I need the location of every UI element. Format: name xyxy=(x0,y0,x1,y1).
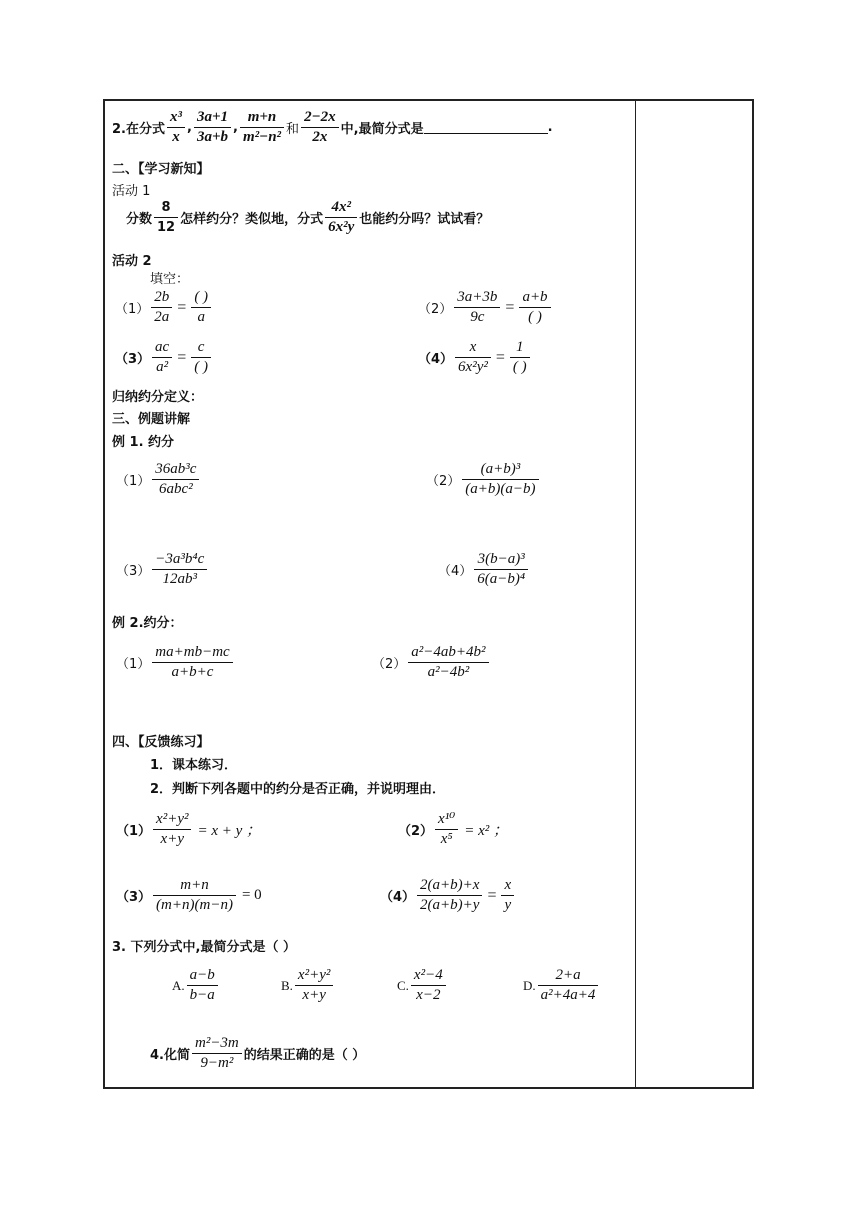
question-3: 3. 下列分式中,最简分式是（ ） xyxy=(112,940,296,955)
option-c: C. $\frac{\text{x²−4}}{x-2}$ xyxy=(397,966,448,1005)
judge-item-2: （2） $\frac{\text{x¹⁰}}{\text{x⁵}}$ = x² ； xyxy=(398,811,508,847)
example-2-problem-1: （1） $\frac{ma+mb-mc}{a+b+c}$ xyxy=(116,643,235,682)
activity-2-item-3: （3） $\frac{ac}{\text{a²}}$ = $\frac{c}{( )}$ xyxy=(115,338,213,377)
q2-prefix: 2.在分式 xyxy=(112,122,165,137)
activity-2-title: 活动 2 xyxy=(112,254,152,269)
section-3-title: 三、例题讲解 xyxy=(112,412,191,427)
example-1-title: 例 1. 约分 xyxy=(112,435,175,450)
activity-1-text: 分数 $\frac{8}{12}$ 怎样约分？类似地，分式 $\frac{\text{4x²}}{\text{6x²y}}$ 也能约分吗？试试看？ xyxy=(126,199,490,235)
q2-fraction-4: $\frac{2-2x}{2x}$ xyxy=(301,108,339,147)
answer-blank xyxy=(424,121,548,134)
column-divider xyxy=(635,101,636,1087)
option-d: D. $\frac{2+a}{\text{a²+4a+4}}$ xyxy=(523,966,600,1005)
activity-2-item-1: （1） $\frac{2b}{2a}$ = $\frac{( )}{a}$ xyxy=(115,288,213,327)
feedback-item-2: 2．判断下列各题中的约分是否正确，并说明理由． xyxy=(150,782,446,797)
fraction-8-12: $\frac{8}{12}$ xyxy=(154,198,178,237)
option-a: A. $\frac{a-b}{b-a}$ xyxy=(172,966,220,1005)
example-1-problem-1: （1） $\frac{\text{36ab³c}}{\text{6abc²}}$ xyxy=(116,460,201,499)
question-4: 4.化简 $\frac{\text{m²−3m}}{\text{9−m²}}$ 的结果正确的是（ ） xyxy=(150,1035,366,1071)
judge-item-3: （3） $\frac{m+n}{(m+n)(m-n)}$ = 0 xyxy=(116,877,262,913)
example-1-problem-2: （2） $\frac{\text{(a+b)³}}{(a+b)(a-b)}$ xyxy=(426,460,541,499)
definition-label: 归纳约分定义： xyxy=(112,390,204,405)
q2-suffix: 中,最简分式是 xyxy=(340,122,424,137)
activity-1-title: 活动 1 xyxy=(112,184,151,199)
judge-item-1: （1） $\frac{\text{x²+y²}}{x+y}$ = x + y ； xyxy=(116,811,262,847)
q2-and: 和 xyxy=(286,122,300,137)
question-2: 2.在分式 $\frac{\text{x³}}{x}$ , $\frac{3a+1}{3a+b}$ , $\frac{m+n}{\text{m²−n²}}$ 和 $\frac{2-2x}{2x}$ 中,最简分式是 . xyxy=(112,109,553,145)
q2-fraction-2: $\frac{3a+1}{3a+b}$ xyxy=(194,108,231,147)
judge-item-4: （4） $\frac{2(a+b)+x}{2(a+b)+y}$ = $\frac{x}{y}$ xyxy=(380,876,516,915)
activity-1-fraction: $\frac{\text{4x²}}{\text{6x²y}}$ xyxy=(325,198,357,237)
section-2-title: 二、【学习新知】 xyxy=(112,162,210,177)
activity-2-item-2: （2） $\frac{3a+3b}{9c}$ = $\frac{a+b}{( )}$ xyxy=(418,288,553,327)
example-1-problem-4: （4） $\frac{\text{3(b−a)³}}{\text{6(a−b)⁴}}$ xyxy=(438,550,530,589)
example-2-title: 例 2.约分： xyxy=(112,616,183,631)
fill-in-label: 填空： xyxy=(150,272,190,287)
example-2-problem-2: （2） $\frac{\text{a²−4ab+4b²}}{\text{a²−4b²}}$ xyxy=(372,643,491,682)
q2-fraction-3: $\frac{m+n}{\text{m²−n²}}$ xyxy=(240,108,284,147)
section-4-title: 四、【反馈练习】 xyxy=(112,735,210,750)
q2-fraction-1: $\frac{\text{x³}}{x}$ xyxy=(167,108,185,147)
example-1-problem-3: （3） $\frac{\text{−3a³b⁴c}}{\text{12ab³}}$ xyxy=(116,550,209,589)
feedback-item-1: 1．课本练习． xyxy=(150,758,238,773)
option-b: B. $\frac{\text{x²+y²}}{x+y}$ xyxy=(281,966,335,1005)
activity-2-item-4: （4） $\frac{x}{\text{6x²y²}}$ = $\frac{1}{( )}$ xyxy=(418,338,532,377)
